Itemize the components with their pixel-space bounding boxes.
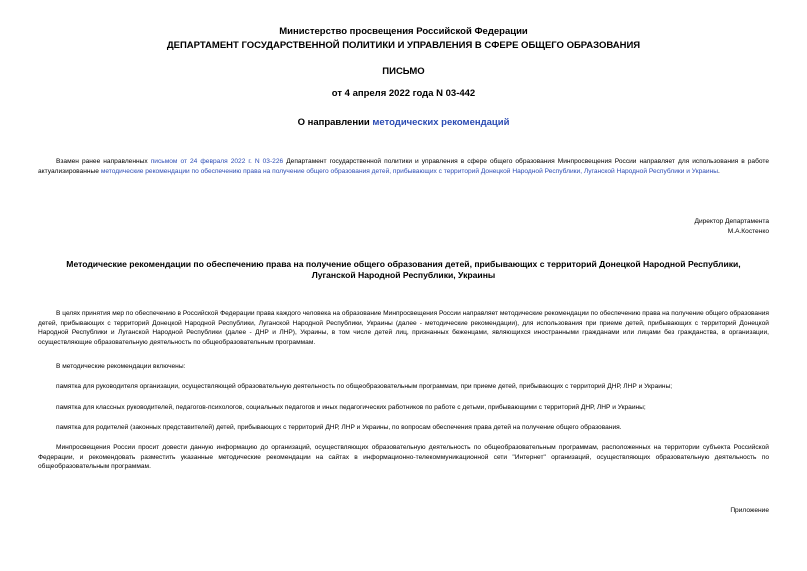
document-type: ПИСЬМО: [382, 66, 425, 77]
document-date-number: от 4 апреля 2022 года N 03-442: [331, 88, 476, 99]
recommendations-paragraph-3: Минпросвещения России просит довести данную информацию до организаций, осуществляющих образовательную деятельность по общеобразовательным программам, расположенных на территории субъекта Российской Федерации, и рекомендовать разместить указанные методические рекомендации на сайтах в информационно-телекоммуникационной сети "Интернет" организаций, осуществляющих образовательную деятельность по общеобразовательным программам.: [38, 444, 769, 471]
appendix-label: Приложение: [730, 507, 769, 514]
list-item: памятка для родителей (законных представителей) детей, прибывающих с территорий ДНР, ЛНР и Украины, по вопросам обеспечения права детей на получение общего образования.: [56, 424, 622, 431]
signatory-name: М.А.Костенко: [727, 228, 769, 235]
recommendations-title-line2: Луганской Народной Республики, Украины: [311, 270, 496, 280]
recommendations-title-line1: Методические рекомендации по обеспечению права на получение общего образования детей, прибывающих с территорий Донецкой Народной Республики,: [66, 259, 741, 269]
recommendations-title: [0, 259, 807, 281]
recommendations-includes: В методические рекомендации включены:: [56, 363, 186, 370]
signatory-position: Директор Департамента: [694, 218, 769, 225]
list-item: памятка для классных руководителей, педагогов-психологов, социальных педагогов и иных педагогических работников по работе с детьми, прибывающими с территорий ДНР, ЛНР и Украины;: [56, 404, 646, 411]
intro-paragraph: [38, 157, 769, 176]
signature-block: [694, 217, 769, 237]
department-name: ДЕПАРТАМЕНТ ГОСУДАРСТВЕННОЙ ПОЛИТИКИ И УПРАВЛЕНИЯ В СФЕРЕ ОБЩЕГО ОБРАЗОВАНИЯ: [166, 40, 641, 51]
subject-link[interactable]: методических рекомендаций: [372, 117, 510, 128]
intro-text-1: Взамен ранее направленных: [56, 158, 151, 165]
recommendations-paragraph-1: В целях принятия мер по обеспечению в Российской Федерации права каждого человека на образование Минпросвещения России направляет методические рекомендации по обеспечению права на получение общего образования детей, прибывающих с территорий Донецкой Народной Республики, Луганской Народной Республики, Украины (далее - методические рекомендации), для использования при приеме детей, прибывающих с территорий Донецкой Народной Республики и Луганской Народной Республики (далее - ДНР и ЛНР), Украины, в том числе детей лиц, признанных беженцами, являющихся иностранными гражданами или лицами без гражданства, в организации, осуществляющие образовательную деятельность по общеобразовательным программам.: [38, 310, 769, 346]
recommendations-link[interactable]: методические рекомендации по обеспечению права на получение общего образования детей, прибывающих с территорий Донецкой Народной Республики, Луганской Народной Республики и Украины: [100, 167, 718, 175]
intro-text-2: Департамент государственной политики и управления в сфере общего образования Минпросвещения России направляет для использования в работе актуализированные: [38, 158, 769, 175]
prior-letter-link[interactable]: письмом от 24 февраля 2022 г. N 03-226: [150, 158, 284, 165]
list-item: памятка для руководителя организации, осуществляющей образовательную деятельность по общеобразовательным программам, при приеме детей, прибывающих с территорий ДНР, ЛНР и Украины;: [56, 383, 673, 390]
ministry-name: Министерство просвещения Российской Федерации: [279, 26, 528, 37]
subject-prefix: О направлении: [297, 117, 370, 128]
intro-text-3: .: [717, 167, 720, 175]
document-subject: [0, 117, 807, 129]
